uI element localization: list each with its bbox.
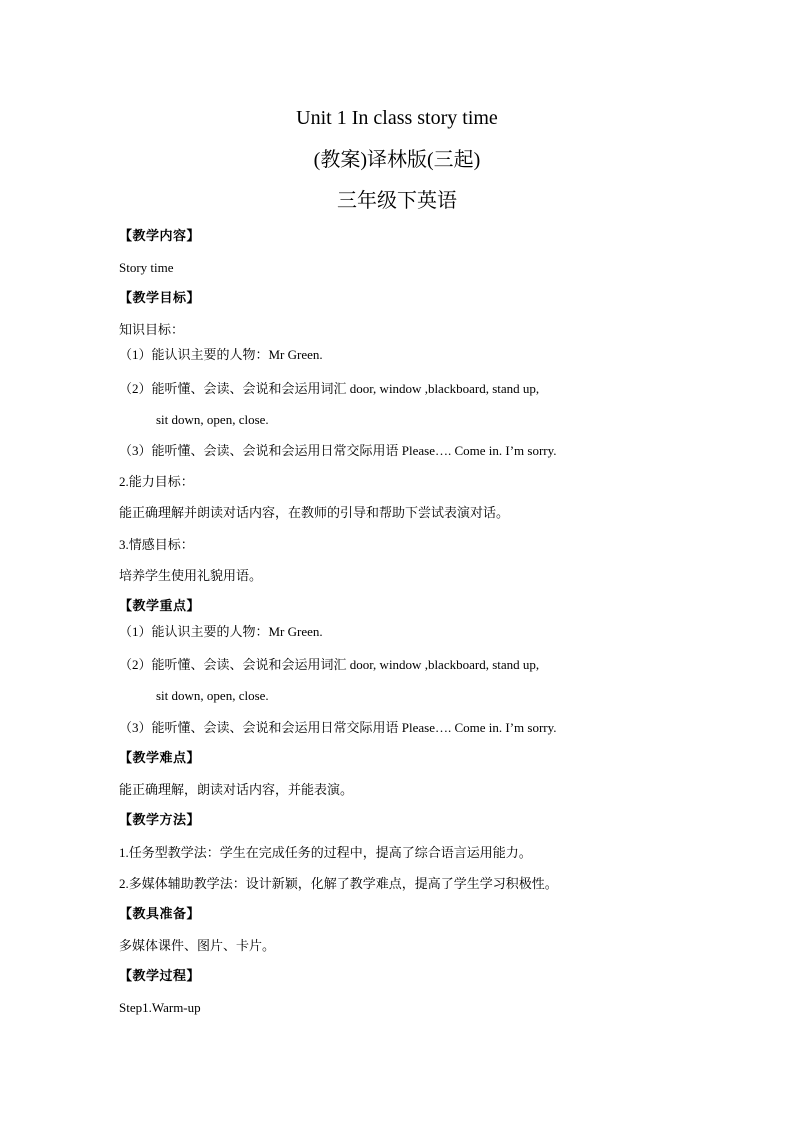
list-item-continuation: sit down, open, close. bbox=[156, 412, 269, 427]
paragraph: 2.多媒体辅助教学法：设计新颖，化解了教学难点，提高了学生学习积极性。 bbox=[119, 876, 558, 891]
paragraph: 能正确理解，朗读对话内容，并能表演。 bbox=[119, 782, 354, 797]
document-title: Unit 1 In class story time bbox=[296, 107, 498, 129]
list-item: （2）能听懂、会读、会说和会运用词汇 door, window ,blackboard, stand up, bbox=[119, 657, 540, 672]
paragraph: 2.能力目标： bbox=[119, 474, 194, 489]
paragraph: 3.情感目标： bbox=[119, 537, 194, 552]
paragraph: 知识目标： bbox=[119, 322, 185, 337]
paragraph: Step1.Warm-up bbox=[119, 1000, 201, 1015]
list-item: （1）能认识主要的人物：Mr Green. bbox=[119, 347, 323, 362]
section-heading-methods: 【教学方法】 bbox=[119, 813, 201, 828]
paragraph: 培养学生使用礼貌用语。 bbox=[119, 568, 263, 583]
paragraph: 多媒体课件、图片、卡片。 bbox=[119, 938, 276, 953]
section-heading-materials: 【教具准备】 bbox=[119, 907, 201, 922]
document-subtitle: (教案)译林版(三起) bbox=[313, 149, 481, 171]
section-heading-process: 【教学过程】 bbox=[119, 969, 201, 984]
paragraph: 能正确理解并朗读对话内容，在教师的引导和帮助下尝试表演对话。 bbox=[119, 505, 510, 520]
section-heading-difficulties: 【教学难点】 bbox=[119, 751, 201, 766]
paragraph: 1.任务型教学法：学生在完成任务的过程中，提高了综合语言运用能力。 bbox=[119, 845, 532, 860]
list-item: （1）能认识主要的人物：Mr Green. bbox=[119, 624, 323, 639]
list-item: （3）能听懂、会读、会说和会运用日常交际用语 Please…. Come in. I’m sorry. bbox=[119, 443, 557, 458]
section-heading-objectives: 【教学目标】 bbox=[119, 291, 201, 306]
list-item: （3）能听懂、会读、会说和会运用日常交际用语 Please…. Come in. I’m sorry. bbox=[119, 720, 557, 735]
paragraph: Story time bbox=[119, 260, 174, 275]
section-heading-content: 【教学内容】 bbox=[119, 229, 201, 244]
list-item-continuation: sit down, open, close. bbox=[156, 688, 269, 703]
document-grade: 三年级下英语 bbox=[337, 190, 457, 212]
section-heading-key-points: 【教学重点】 bbox=[119, 599, 201, 614]
list-item: （2）能听懂、会读、会说和会运用词汇 door, window ,blackboard, stand up, bbox=[119, 381, 540, 396]
